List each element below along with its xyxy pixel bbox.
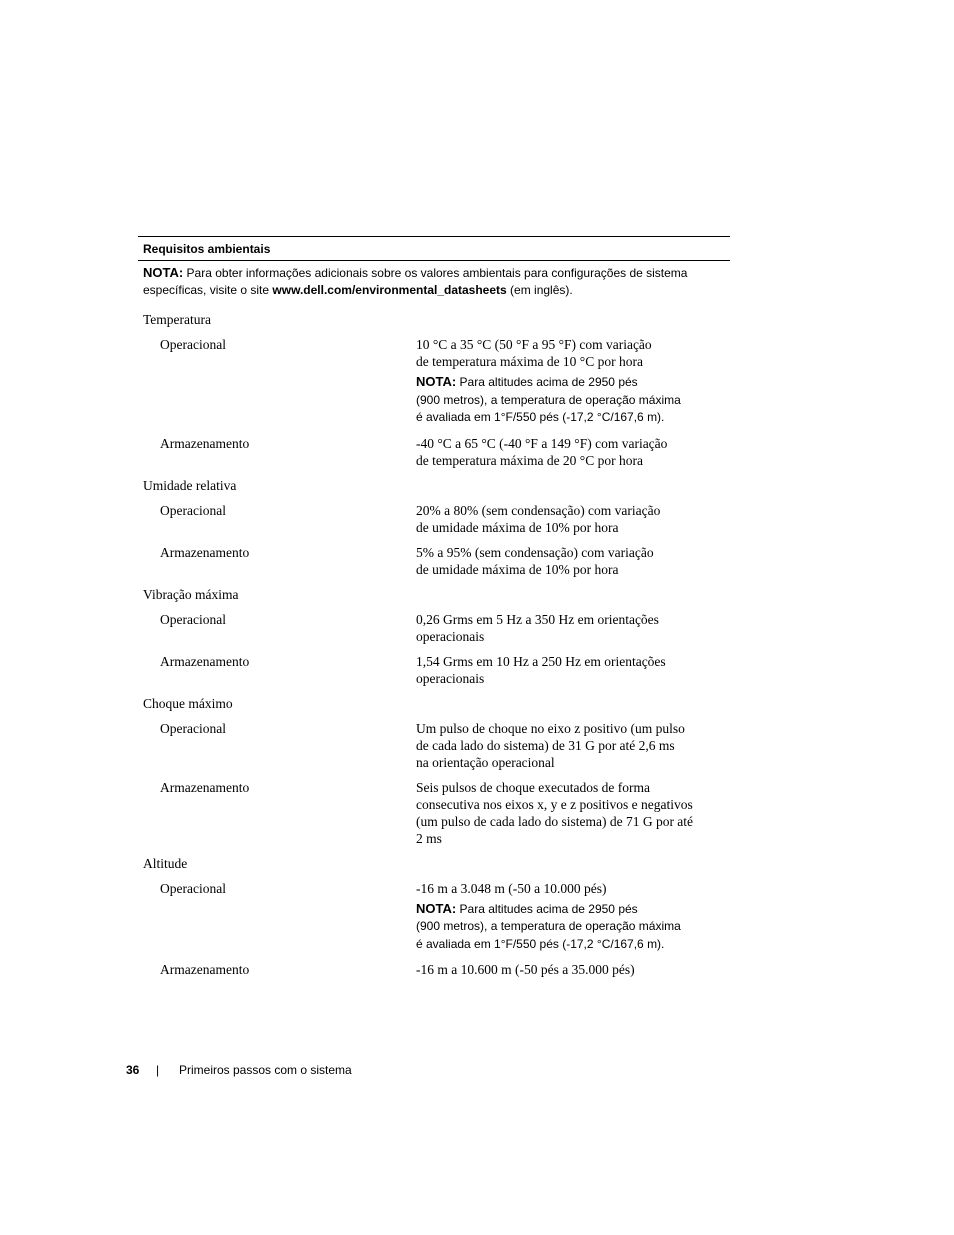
row-label: Operacional (160, 880, 226, 896)
spec-row (138, 603, 730, 645)
row-label: Armazenamento (160, 653, 250, 669)
row-label: Armazenamento (160, 962, 250, 977)
general-note (138, 261, 730, 303)
value-line: de umidade máxima de 10% por hora (416, 519, 619, 535)
row-note (416, 900, 706, 954)
note-line: Para altitudes acima de 2950 pés (459, 375, 638, 389)
value-line: na orientação operacional (416, 754, 555, 770)
row-value (416, 336, 706, 427)
value-line: 20% a 80% (sem condensação) com variação (416, 502, 661, 518)
value-line: -40 °C a 65 °C (-40 °F a 149 °F) com variação (416, 435, 668, 451)
row-value (416, 502, 706, 536)
note-prefix: NOTA: (143, 265, 184, 280)
section-max-shock: Choque máximo (143, 695, 233, 711)
note-text: Para obter informações adicionais sobre os valores ambientais para configurações de sistema específicas, visite o site (143, 266, 688, 297)
spec-row (138, 872, 730, 954)
spec-row (138, 645, 730, 687)
section-temperature: Temperatura (143, 312, 212, 327)
page-footer (126, 1062, 352, 1078)
value-line: operacionais (416, 628, 485, 644)
note-line: é avaliada em 1°F/550 pés (-17,2 °C/167,6 m). (416, 410, 665, 424)
row-label: Operacional (160, 611, 226, 627)
environmental-requirements-table (138, 236, 730, 978)
note-line: é avaliada em 1°F/550 pés (-17,2 °C/167,6 m). (416, 936, 665, 951)
footer-separator: | (156, 1063, 160, 1077)
value-line: -16 m a 10.600 m (-50 pés a 35.000 pés) (416, 962, 635, 977)
value-line: (um pulso de cada lado do sistema) de 71 G por até (416, 813, 694, 829)
value-line: 5% a 95% (sem condensação) com variação (416, 544, 654, 560)
value-line: consecutiva nos eixos x, y e z positivos e negativos (416, 796, 693, 812)
row-value (416, 720, 706, 771)
value-line: Seis pulsos de choque executados de forma (416, 779, 650, 795)
section-relative-humidity: Umidade relativa (143, 477, 237, 493)
note-suffix: (em inglês). (510, 283, 573, 297)
row-label: Operacional (160, 720, 226, 736)
row-value (416, 779, 706, 847)
value-line: 2 ms (416, 830, 442, 846)
spec-row (138, 953, 730, 978)
row-label: Operacional (160, 337, 226, 352)
spec-row (138, 712, 730, 771)
spec-row (138, 494, 730, 536)
row-label: Armazenamento (160, 779, 250, 795)
value-line: Um pulso de choque no eixo z positivo (um pulso (416, 720, 685, 736)
spec-row (138, 771, 730, 847)
page-number: 36 (126, 1063, 140, 1077)
row-label: Armazenamento (160, 544, 250, 560)
value-line: de cada lado do sistema) de 31 G por até 2,6 ms (416, 737, 675, 753)
row-value (416, 435, 706, 469)
value-line: de temperatura máxima de 10 °C por hora (416, 354, 643, 369)
row-value (416, 611, 706, 645)
note-line: (900 metros), a temperatura de operação máxima (416, 392, 681, 407)
value-line: 0,26 Grms em 5 Hz a 350 Hz em orientações (416, 611, 659, 627)
spec-row (138, 328, 730, 427)
row-label: Armazenamento (160, 435, 250, 451)
row-value (416, 544, 706, 578)
table-title: Requisitos ambientais (143, 242, 271, 256)
footer-title: Primeiros passos com o sistema (179, 1063, 352, 1077)
note-url: www.dell.com/environmental_datasheets (272, 283, 507, 297)
section-max-vibration: Vibração máxima (143, 586, 239, 602)
value-line: 10 °C a 35 °C (50 °F a 95 °F) com variação (416, 337, 652, 352)
spec-row (138, 536, 730, 578)
row-note (416, 373, 706, 427)
row-value (416, 880, 706, 954)
value-line: operacionais (416, 670, 485, 686)
value-line: de temperatura máxima de 20 °C por hora (416, 452, 643, 468)
row-value (416, 961, 706, 978)
note-prefix: NOTA: (416, 900, 457, 916)
note-line: Para altitudes acima de 2950 pés (459, 901, 638, 916)
note-prefix: NOTA: (416, 374, 457, 389)
value-line: 1,54 Grms em 10 Hz a 250 Hz em orientações (416, 653, 666, 669)
row-value (416, 653, 706, 687)
note-line: (900 metros), a temperatura de operação máxima (416, 919, 681, 933)
row-label: Operacional (160, 502, 226, 518)
section-altitude: Altitude (143, 855, 188, 871)
value-line: de umidade máxima de 10% por hora (416, 561, 619, 577)
spec-row (138, 427, 730, 469)
value-line: -16 m a 3.048 m (-50 a 10.000 pés) (416, 880, 607, 896)
